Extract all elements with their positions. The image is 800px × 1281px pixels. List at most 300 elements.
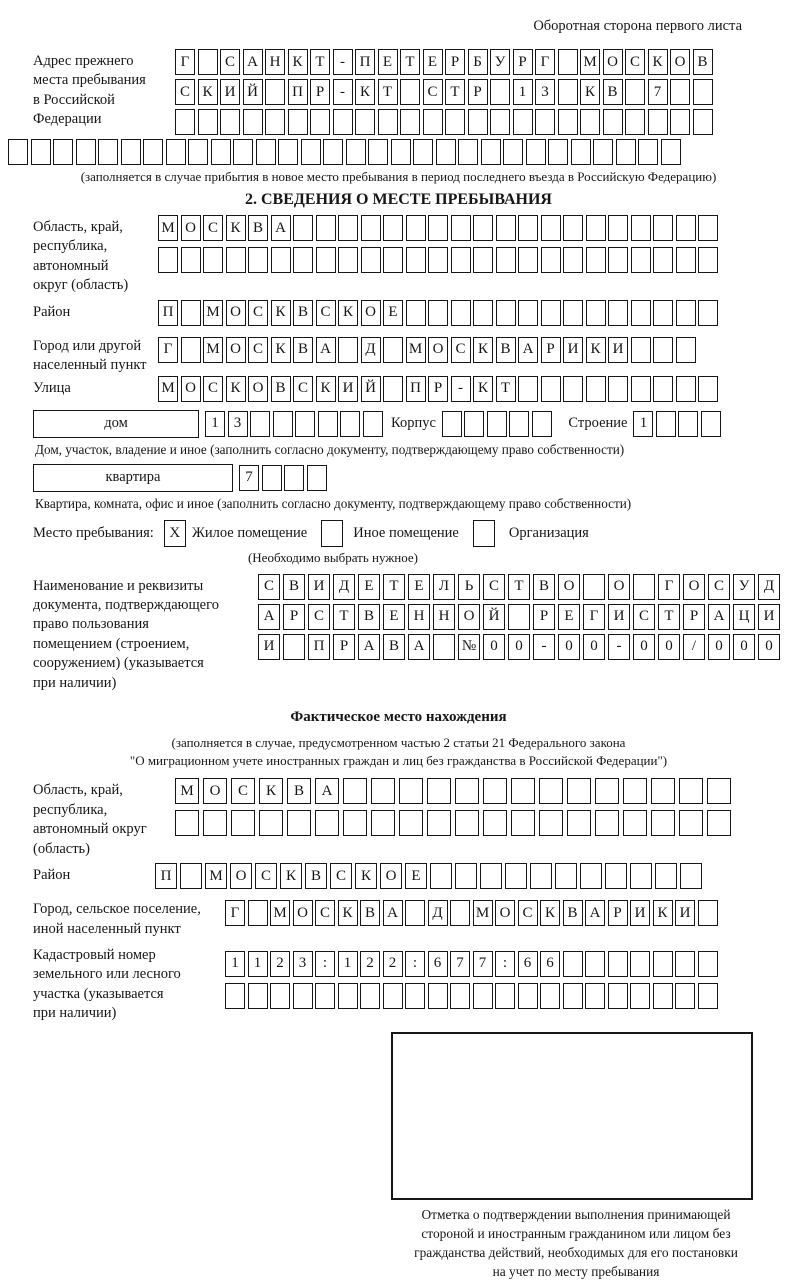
char-box[interactable]: К bbox=[316, 376, 336, 402]
char-box[interactable] bbox=[343, 810, 367, 836]
char-box[interactable] bbox=[383, 337, 403, 363]
char-box[interactable] bbox=[455, 863, 477, 889]
char-box[interactable] bbox=[623, 778, 647, 804]
char-box[interactable] bbox=[496, 247, 516, 273]
char-box[interactable] bbox=[625, 79, 645, 105]
char-box[interactable] bbox=[473, 215, 493, 241]
char-box[interactable] bbox=[481, 139, 501, 165]
char-box[interactable] bbox=[656, 411, 676, 437]
char-box[interactable] bbox=[225, 983, 245, 1009]
char-box[interactable] bbox=[458, 139, 478, 165]
char-box[interactable] bbox=[262, 465, 282, 491]
char-box[interactable]: Й bbox=[483, 604, 505, 630]
char-box[interactable] bbox=[430, 863, 452, 889]
char-box[interactable] bbox=[203, 247, 223, 273]
char-box[interactable] bbox=[653, 215, 673, 241]
char-box[interactable] bbox=[98, 139, 118, 165]
char-box[interactable] bbox=[76, 139, 96, 165]
char-box[interactable]: К bbox=[288, 49, 308, 75]
char-box[interactable] bbox=[473, 983, 493, 1009]
char-box[interactable] bbox=[405, 900, 425, 926]
char-box[interactable]: А bbox=[383, 900, 403, 926]
char-box[interactable] bbox=[698, 983, 718, 1009]
char-box[interactable]: Т bbox=[378, 79, 398, 105]
char-box[interactable]: М bbox=[203, 300, 223, 326]
char-box[interactable] bbox=[653, 983, 673, 1009]
char-box[interactable]: К bbox=[473, 337, 493, 363]
char-box[interactable] bbox=[287, 810, 311, 836]
char-box[interactable] bbox=[383, 376, 403, 402]
char-box[interactable] bbox=[513, 109, 533, 135]
char-box[interactable]: К bbox=[540, 900, 560, 926]
char-box[interactable]: И bbox=[758, 604, 780, 630]
char-box[interactable]: 1 bbox=[338, 951, 358, 977]
char-box[interactable]: : bbox=[495, 951, 515, 977]
char-box[interactable]: А bbox=[708, 604, 730, 630]
char-box[interactable] bbox=[567, 810, 591, 836]
char-box[interactable]: С bbox=[708, 574, 730, 600]
char-box[interactable] bbox=[670, 109, 690, 135]
char-box[interactable]: 0 bbox=[583, 634, 605, 660]
char-box[interactable]: Г bbox=[225, 900, 245, 926]
char-box[interactable]: К bbox=[338, 300, 358, 326]
char-box[interactable] bbox=[158, 247, 178, 273]
char-box[interactable]: А bbox=[243, 49, 263, 75]
char-box[interactable]: / bbox=[683, 634, 705, 660]
char-box[interactable] bbox=[175, 109, 195, 135]
char-box[interactable] bbox=[505, 863, 527, 889]
char-box[interactable] bbox=[307, 465, 327, 491]
char-box[interactable] bbox=[181, 247, 201, 273]
char-box[interactable]: 0 bbox=[733, 634, 755, 660]
char-box[interactable] bbox=[284, 465, 304, 491]
char-box[interactable]: М bbox=[473, 900, 493, 926]
char-box[interactable] bbox=[270, 983, 290, 1009]
char-box[interactable]: - bbox=[333, 79, 353, 105]
checkbox-organizatsiya[interactable] bbox=[473, 520, 495, 547]
char-box[interactable]: С bbox=[248, 337, 268, 363]
char-box[interactable] bbox=[661, 139, 681, 165]
char-box[interactable] bbox=[338, 247, 358, 273]
char-box[interactable] bbox=[630, 951, 650, 977]
char-box[interactable] bbox=[428, 983, 448, 1009]
char-box[interactable] bbox=[558, 109, 578, 135]
char-box[interactable]: № bbox=[458, 634, 480, 660]
char-box[interactable] bbox=[231, 810, 255, 836]
char-box[interactable]: В bbox=[287, 778, 311, 804]
char-box[interactable]: Р bbox=[608, 900, 628, 926]
char-box[interactable] bbox=[433, 634, 455, 660]
char-box[interactable]: 0 bbox=[708, 634, 730, 660]
char-box[interactable] bbox=[539, 810, 563, 836]
char-box[interactable]: С bbox=[231, 778, 255, 804]
char-box[interactable]: О bbox=[226, 300, 246, 326]
char-box[interactable] bbox=[188, 139, 208, 165]
char-box[interactable] bbox=[580, 863, 602, 889]
char-box[interactable]: С bbox=[308, 604, 330, 630]
char-box[interactable] bbox=[558, 79, 578, 105]
char-box[interactable]: К bbox=[648, 49, 668, 75]
char-box[interactable] bbox=[346, 139, 366, 165]
char-box[interactable] bbox=[630, 983, 650, 1009]
checkbox-inoe[interactable] bbox=[321, 520, 343, 547]
char-box[interactable] bbox=[631, 376, 651, 402]
char-box[interactable] bbox=[567, 778, 591, 804]
char-box[interactable]: К bbox=[280, 863, 302, 889]
char-box[interactable]: В bbox=[603, 79, 623, 105]
char-box[interactable]: Р bbox=[468, 79, 488, 105]
char-box[interactable]: 0 bbox=[758, 634, 780, 660]
char-box[interactable]: Д bbox=[333, 574, 355, 600]
char-box[interactable] bbox=[633, 574, 655, 600]
char-box[interactable] bbox=[450, 900, 470, 926]
char-box[interactable] bbox=[653, 337, 673, 363]
char-box[interactable]: Г bbox=[158, 337, 178, 363]
char-box[interactable]: Р bbox=[283, 604, 305, 630]
char-box[interactable]: С bbox=[625, 49, 645, 75]
char-box[interactable] bbox=[586, 376, 606, 402]
char-box[interactable] bbox=[248, 983, 268, 1009]
char-box[interactable] bbox=[586, 300, 606, 326]
char-box[interactable]: А bbox=[258, 604, 280, 630]
char-box[interactable] bbox=[338, 983, 358, 1009]
char-box[interactable]: П bbox=[288, 79, 308, 105]
char-box[interactable] bbox=[455, 810, 479, 836]
char-box[interactable]: Р bbox=[513, 49, 533, 75]
char-box[interactable]: В bbox=[293, 300, 313, 326]
char-box[interactable] bbox=[541, 300, 561, 326]
char-box[interactable]: О bbox=[670, 49, 690, 75]
char-box[interactable]: - bbox=[451, 376, 471, 402]
char-box[interactable] bbox=[555, 863, 577, 889]
char-box[interactable] bbox=[428, 300, 448, 326]
char-box[interactable]: К bbox=[355, 863, 377, 889]
char-box[interactable] bbox=[315, 983, 335, 1009]
char-box[interactable] bbox=[541, 376, 561, 402]
char-box[interactable] bbox=[707, 778, 731, 804]
char-box[interactable]: 2 bbox=[360, 951, 380, 977]
char-box[interactable]: М bbox=[158, 376, 178, 402]
char-box[interactable] bbox=[593, 139, 613, 165]
char-box[interactable]: С bbox=[248, 300, 268, 326]
char-box[interactable] bbox=[445, 109, 465, 135]
char-box[interactable]: С bbox=[633, 604, 655, 630]
char-box[interactable]: - bbox=[533, 634, 555, 660]
char-box[interactable] bbox=[563, 983, 583, 1009]
char-box[interactable]: А bbox=[585, 900, 605, 926]
char-box[interactable]: 6 bbox=[428, 951, 448, 977]
char-box[interactable] bbox=[343, 778, 367, 804]
char-box[interactable]: Р bbox=[445, 49, 465, 75]
char-box[interactable]: Б bbox=[468, 49, 488, 75]
char-box[interactable] bbox=[698, 376, 718, 402]
char-box[interactable] bbox=[360, 983, 380, 1009]
char-box[interactable] bbox=[316, 247, 336, 273]
char-box[interactable]: С bbox=[330, 863, 352, 889]
char-box[interactable]: Г bbox=[535, 49, 555, 75]
char-box[interactable]: М bbox=[270, 900, 290, 926]
char-box[interactable]: Г bbox=[175, 49, 195, 75]
char-box[interactable]: А bbox=[358, 634, 380, 660]
char-box[interactable]: С bbox=[258, 574, 280, 600]
char-box[interactable]: Е bbox=[405, 863, 427, 889]
char-box[interactable]: Н bbox=[408, 604, 430, 630]
char-box[interactable]: В bbox=[563, 900, 583, 926]
char-box[interactable]: 7 bbox=[450, 951, 470, 977]
char-box[interactable] bbox=[676, 247, 696, 273]
char-box[interactable]: К bbox=[338, 900, 358, 926]
char-box[interactable]: О bbox=[608, 574, 630, 600]
char-box[interactable]: 1 bbox=[248, 951, 268, 977]
char-box[interactable]: 3 bbox=[293, 951, 313, 977]
char-box[interactable] bbox=[220, 109, 240, 135]
char-box[interactable]: Т bbox=[508, 574, 530, 600]
char-box[interactable] bbox=[631, 300, 651, 326]
char-box[interactable] bbox=[265, 79, 285, 105]
char-box[interactable]: В bbox=[360, 900, 380, 926]
char-box[interactable]: С bbox=[220, 49, 240, 75]
char-box[interactable]: С bbox=[255, 863, 277, 889]
char-box[interactable] bbox=[518, 215, 538, 241]
char-box[interactable] bbox=[655, 863, 677, 889]
char-box[interactable] bbox=[333, 109, 353, 135]
char-box[interactable] bbox=[180, 863, 202, 889]
char-box[interactable]: В bbox=[271, 376, 291, 402]
char-box[interactable] bbox=[651, 778, 675, 804]
char-box[interactable]: О bbox=[361, 300, 381, 326]
char-box[interactable]: Е bbox=[358, 574, 380, 600]
char-box[interactable]: В bbox=[533, 574, 555, 600]
char-box[interactable] bbox=[406, 215, 426, 241]
char-box[interactable] bbox=[464, 411, 484, 437]
char-box[interactable]: Ь bbox=[458, 574, 480, 600]
char-box[interactable]: А bbox=[315, 778, 339, 804]
char-box[interactable] bbox=[698, 951, 718, 977]
char-box[interactable] bbox=[693, 79, 713, 105]
char-box[interactable]: О bbox=[683, 574, 705, 600]
char-box[interactable] bbox=[248, 247, 268, 273]
char-box[interactable] bbox=[198, 49, 218, 75]
char-box[interactable] bbox=[338, 337, 358, 363]
char-box[interactable] bbox=[371, 778, 395, 804]
char-box[interactable] bbox=[595, 778, 619, 804]
char-box[interactable]: С bbox=[483, 574, 505, 600]
char-box[interactable] bbox=[211, 139, 231, 165]
char-box[interactable] bbox=[318, 411, 338, 437]
char-box[interactable]: В bbox=[305, 863, 327, 889]
char-box[interactable] bbox=[586, 247, 606, 273]
char-box[interactable] bbox=[693, 109, 713, 135]
char-box[interactable]: И bbox=[630, 900, 650, 926]
char-box[interactable] bbox=[310, 109, 330, 135]
char-box[interactable] bbox=[585, 983, 605, 1009]
char-box[interactable] bbox=[679, 810, 703, 836]
char-box[interactable] bbox=[8, 139, 28, 165]
char-box[interactable]: В bbox=[693, 49, 713, 75]
char-box[interactable] bbox=[675, 983, 695, 1009]
char-box[interactable]: Л bbox=[433, 574, 455, 600]
char-box[interactable]: 1 bbox=[225, 951, 245, 977]
char-box[interactable] bbox=[450, 983, 470, 1009]
char-box[interactable] bbox=[31, 139, 51, 165]
char-box[interactable] bbox=[670, 79, 690, 105]
char-box[interactable] bbox=[406, 300, 426, 326]
char-box[interactable] bbox=[511, 778, 535, 804]
char-box[interactable] bbox=[605, 863, 627, 889]
char-box[interactable]: И bbox=[220, 79, 240, 105]
char-box[interactable]: С bbox=[315, 900, 335, 926]
char-box[interactable]: Г bbox=[658, 574, 680, 600]
char-box[interactable]: О bbox=[458, 604, 480, 630]
char-box[interactable]: С bbox=[423, 79, 443, 105]
char-box[interactable] bbox=[361, 215, 381, 241]
char-box[interactable]: И bbox=[608, 604, 630, 630]
char-box[interactable]: Ц bbox=[733, 604, 755, 630]
char-box[interactable]: Р bbox=[541, 337, 561, 363]
char-box[interactable] bbox=[638, 139, 658, 165]
char-box[interactable] bbox=[455, 778, 479, 804]
char-box[interactable]: О bbox=[603, 49, 623, 75]
char-box[interactable] bbox=[680, 863, 702, 889]
char-box[interactable]: С bbox=[451, 337, 471, 363]
char-box[interactable] bbox=[248, 900, 268, 926]
char-box[interactable] bbox=[608, 247, 628, 273]
char-box[interactable]: М bbox=[205, 863, 227, 889]
char-box[interactable]: Е bbox=[378, 49, 398, 75]
char-box[interactable]: О bbox=[428, 337, 448, 363]
char-box[interactable] bbox=[532, 411, 552, 437]
char-box[interactable] bbox=[427, 778, 451, 804]
char-box[interactable]: О bbox=[230, 863, 252, 889]
char-box[interactable] bbox=[676, 337, 696, 363]
char-box[interactable] bbox=[368, 139, 388, 165]
char-box[interactable]: В bbox=[293, 337, 313, 363]
char-box[interactable] bbox=[451, 215, 471, 241]
char-box[interactable] bbox=[293, 247, 313, 273]
char-box[interactable] bbox=[363, 411, 383, 437]
char-box[interactable] bbox=[293, 215, 313, 241]
char-box[interactable] bbox=[490, 109, 510, 135]
char-box[interactable] bbox=[487, 411, 507, 437]
char-box[interactable] bbox=[428, 215, 448, 241]
char-box[interactable] bbox=[480, 863, 502, 889]
char-box[interactable]: К bbox=[586, 337, 606, 363]
char-box[interactable] bbox=[580, 109, 600, 135]
char-box[interactable] bbox=[541, 215, 561, 241]
char-box[interactable]: Й bbox=[243, 79, 263, 105]
char-box[interactable] bbox=[676, 376, 696, 402]
char-box[interactable]: С bbox=[203, 215, 223, 241]
char-box[interactable] bbox=[278, 139, 298, 165]
char-box[interactable]: 7 bbox=[648, 79, 668, 105]
char-box[interactable]: А bbox=[518, 337, 538, 363]
char-box[interactable]: Р bbox=[683, 604, 705, 630]
char-box[interactable]: К bbox=[580, 79, 600, 105]
char-box[interactable] bbox=[608, 300, 628, 326]
char-box[interactable]: Е bbox=[423, 49, 443, 75]
char-box[interactable]: А bbox=[408, 634, 430, 660]
char-box[interactable]: 6 bbox=[540, 951, 560, 977]
char-box[interactable] bbox=[451, 300, 471, 326]
char-box[interactable]: И bbox=[338, 376, 358, 402]
char-box[interactable] bbox=[436, 139, 456, 165]
char-box[interactable]: О bbox=[558, 574, 580, 600]
char-box[interactable]: Н bbox=[265, 49, 285, 75]
char-box[interactable] bbox=[698, 300, 718, 326]
char-box[interactable]: В bbox=[358, 604, 380, 630]
char-box[interactable]: : bbox=[315, 951, 335, 977]
char-box[interactable] bbox=[442, 411, 462, 437]
char-box[interactable] bbox=[595, 810, 619, 836]
char-box[interactable] bbox=[503, 139, 523, 165]
char-box[interactable] bbox=[198, 109, 218, 135]
char-box[interactable]: Т bbox=[333, 604, 355, 630]
char-box[interactable]: К bbox=[355, 79, 375, 105]
char-box[interactable]: Т bbox=[310, 49, 330, 75]
char-box[interactable] bbox=[539, 778, 563, 804]
char-box[interactable] bbox=[631, 247, 651, 273]
char-box[interactable] bbox=[288, 109, 308, 135]
char-box[interactable] bbox=[676, 215, 696, 241]
char-box[interactable] bbox=[483, 778, 507, 804]
char-box[interactable] bbox=[541, 247, 561, 273]
char-box[interactable]: 7 bbox=[473, 951, 493, 977]
char-box[interactable] bbox=[166, 139, 186, 165]
char-box[interactable]: А bbox=[271, 215, 291, 241]
char-box[interactable] bbox=[608, 376, 628, 402]
char-box[interactable]: У bbox=[733, 574, 755, 600]
char-box[interactable]: В bbox=[248, 215, 268, 241]
char-box[interactable]: П bbox=[308, 634, 330, 660]
char-box[interactable] bbox=[250, 411, 270, 437]
char-box[interactable]: - bbox=[608, 634, 630, 660]
char-box[interactable] bbox=[608, 951, 628, 977]
char-box[interactable]: 0 bbox=[483, 634, 505, 660]
char-box[interactable] bbox=[428, 247, 448, 273]
char-box[interactable]: 2 bbox=[270, 951, 290, 977]
char-box[interactable] bbox=[675, 951, 695, 977]
char-box[interactable]: Д bbox=[428, 900, 448, 926]
char-box[interactable] bbox=[315, 810, 339, 836]
char-box[interactable] bbox=[653, 300, 673, 326]
char-box[interactable]: И bbox=[308, 574, 330, 600]
char-box[interactable]: О bbox=[203, 778, 227, 804]
char-box[interactable] bbox=[563, 215, 583, 241]
char-box[interactable] bbox=[301, 139, 321, 165]
char-box[interactable] bbox=[483, 810, 507, 836]
char-box[interactable] bbox=[181, 337, 201, 363]
char-box[interactable] bbox=[698, 247, 718, 273]
char-box[interactable] bbox=[653, 376, 673, 402]
char-box[interactable] bbox=[631, 215, 651, 241]
char-box[interactable] bbox=[273, 411, 293, 437]
char-box[interactable]: О bbox=[380, 863, 402, 889]
char-box[interactable] bbox=[473, 247, 493, 273]
char-box[interactable]: К bbox=[226, 215, 246, 241]
char-box[interactable]: И bbox=[608, 337, 628, 363]
char-box[interactable] bbox=[496, 215, 516, 241]
char-box[interactable] bbox=[571, 139, 591, 165]
char-box[interactable]: У bbox=[490, 49, 510, 75]
char-box[interactable]: К bbox=[198, 79, 218, 105]
char-box[interactable]: П bbox=[158, 300, 178, 326]
char-box[interactable]: К bbox=[653, 900, 673, 926]
char-box[interactable] bbox=[423, 109, 443, 135]
char-box[interactable]: Р bbox=[428, 376, 448, 402]
char-box[interactable] bbox=[473, 300, 493, 326]
char-box[interactable] bbox=[535, 109, 555, 135]
char-box[interactable] bbox=[316, 215, 336, 241]
